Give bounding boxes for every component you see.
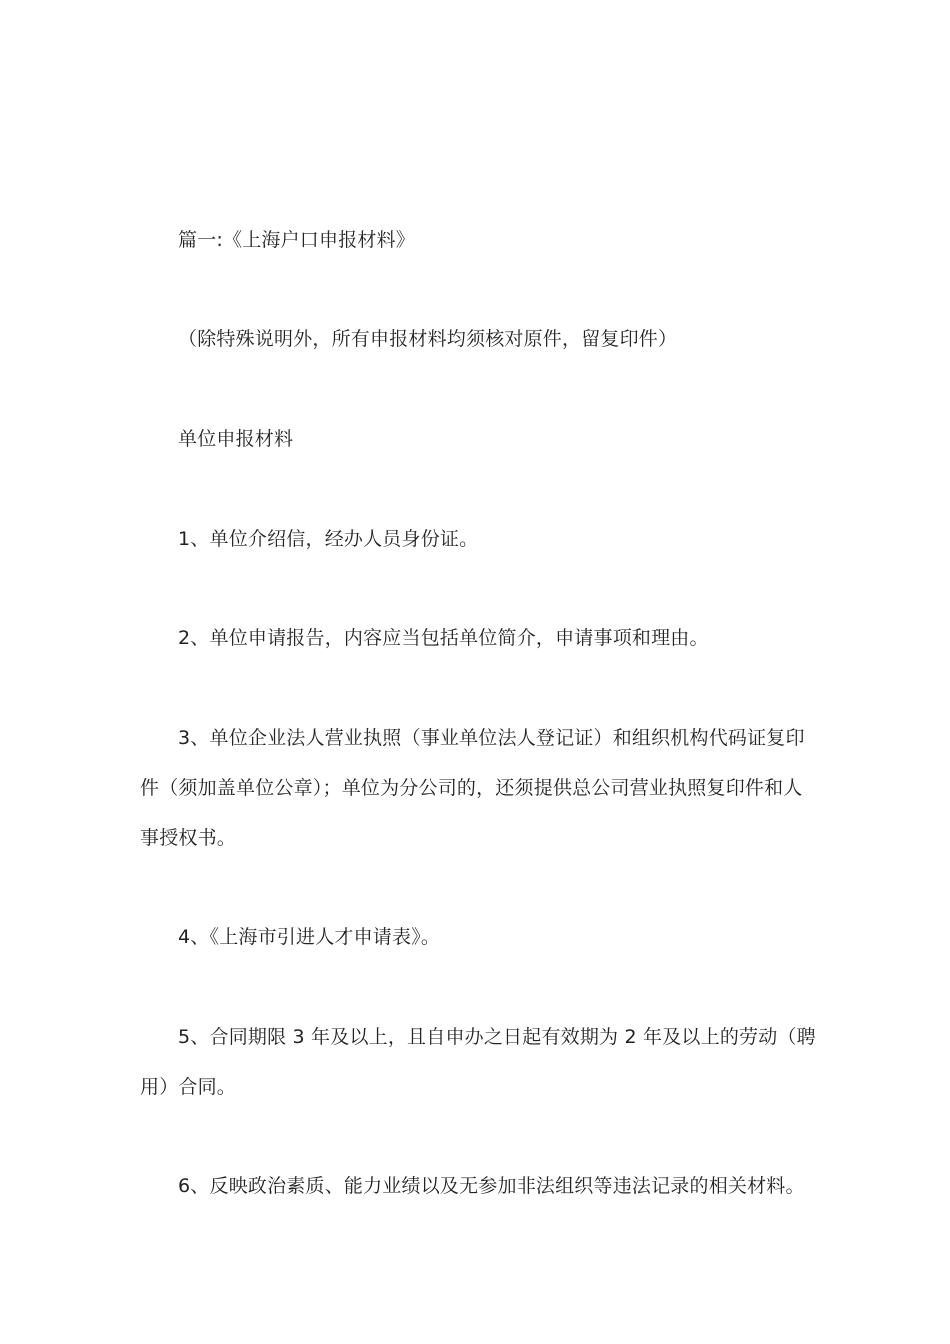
section-heading: 单位申报材料 bbox=[178, 428, 294, 450]
list-item: 4、《上海市引进人才申请表》。 bbox=[178, 926, 441, 948]
document-title: 篇一:《上海户口申报材料》 bbox=[178, 229, 416, 251]
list-item: 2、单位申请报告，内容应当包括单位简介，申请事项和理由。 bbox=[178, 627, 709, 649]
list-item: 1、单位介绍信，经办人员身份证。 bbox=[178, 528, 479, 550]
list-item: 6、反映政治素质、能力业绩以及无参加非法组织等违法记录的相关材料。 bbox=[178, 1175, 805, 1197]
list-item: 3、单位企业法人营业执照（事业单位法人登记证）和组织机构代码证复印件（须加盖单位公章）；单位为分公司的，还须提供总公司营业执照复印件和人事授权书。 bbox=[140, 727, 805, 849]
document-note: （除特殊说明外，所有申报材料均须核对原件，留复印件） bbox=[178, 328, 678, 350]
list-item: 5、合同期限 3 年及以上，且自申办之日起有效期为 2 年及以上的劳动（聘用）合同。 bbox=[140, 1026, 816, 1098]
